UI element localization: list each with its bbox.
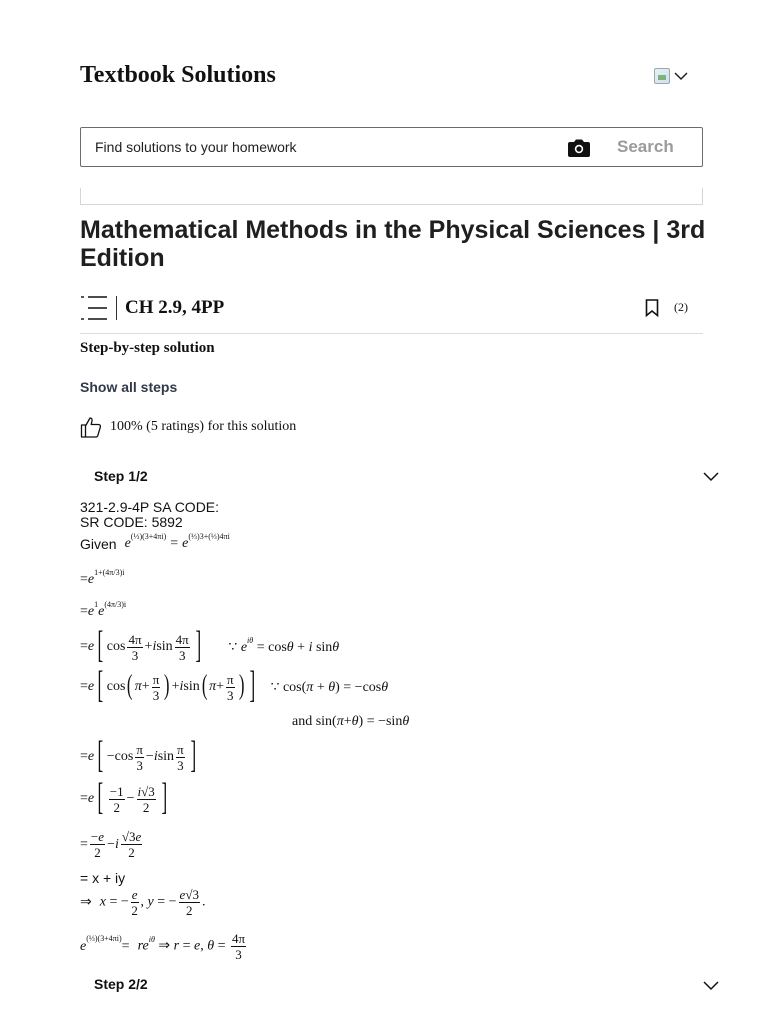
- math-line: e (⅓)(3+4πi) = $re^{i\theta}$ ⇒ r = e, θ = $\frac{4\pi}{3}$: [80, 931, 246, 962]
- math-line: = $\frac{-e}{2}$ − i $\frac{√3e}{2}$: [80, 829, 142, 860]
- math-line: = x + iy: [80, 870, 126, 886]
- account-menu[interactable]: [654, 68, 688, 84]
- camera-icon[interactable]: [567, 138, 591, 158]
- code-line: SR CODE: 5892: [80, 514, 183, 530]
- math-line: = e 1+(4π/3)i: [80, 567, 125, 587]
- bookmark-count: (2): [674, 300, 688, 314]
- brand-title[interactable]: Textbook Solutions: [80, 62, 276, 88]
- page-title: Mathematical Methods in the Physical Sciences | 3rd Edition: [80, 216, 706, 272]
- step-1-content: [80, 499, 700, 962]
- solution-heading: Step-by-step solution: [80, 340, 215, 356]
- thumbs-up-icon[interactable]: [80, 416, 102, 438]
- chevron-down-icon: [674, 71, 688, 81]
- avatar: [654, 68, 670, 84]
- math-line: = e 1 e (4π/3)i: [80, 599, 127, 619]
- list-icon[interactable]: [80, 294, 108, 322]
- given-label: Given: [80, 536, 117, 552]
- step-2-header[interactable]: Step 2/2: [94, 976, 148, 992]
- step-1-header[interactable]: Step 1/2: [94, 468, 148, 484]
- bookmark-icon[interactable]: [645, 299, 659, 317]
- math-line: = e [ $\frac{-1}{2}$ − $\frac{i√3}{2}$ ]: [80, 776, 167, 818]
- math-line: ⇒ x = − $\frac{e}{2}$ , y = − $\frac{e√3}{2}$ .: [80, 887, 206, 918]
- chevron-down-icon[interactable]: [703, 979, 719, 991]
- panel-strip: [80, 188, 703, 205]
- math-line: = e [ cos $\frac{4\pi}{3}$ + i sin $\frac{4\pi}{3}$ ] ∵ $e^{i\theta} = \cos\theta + i$ sinθ: [80, 624, 340, 666]
- math-line: and sin( π + θ ) = −sin θ: [292, 714, 410, 729]
- search-button[interactable]: Search: [617, 137, 674, 156]
- divider: [116, 296, 117, 320]
- search-input[interactable]: [95, 128, 535, 166]
- math-line: = e [ cos ( π + $\frac{\pi}{3}$ ) + i sin ( π + $\frac{\pi}{3}$ ) ] ∵ cos(π + θ) = −cosθ: [80, 664, 389, 706]
- math-line: Given $e^{(\frac{1}{3})(3+4\pi i)}$ = $e^{(\frac{1}{3})3+(\frac{1}{3})4\pi i}$: [80, 532, 230, 552]
- math-line: = e [ −cos $\frac{\pi}{3}$ − i sin $\frac{\pi}{3}$ ]: [80, 734, 196, 776]
- rating-text: 100% (5 ratings) for this solution: [110, 419, 297, 434]
- rating-row: [80, 416, 296, 438]
- code-line: 321-2.9-4P SA CODE:: [80, 499, 220, 515]
- chapter-label[interactable]: CH 2.9, 4PP: [125, 297, 225, 318]
- search-bar: [80, 127, 703, 167]
- show-all-steps-button[interactable]: Show all steps: [80, 379, 178, 395]
- chapter-bar: [80, 292, 703, 334]
- chevron-down-icon[interactable]: [703, 470, 719, 482]
